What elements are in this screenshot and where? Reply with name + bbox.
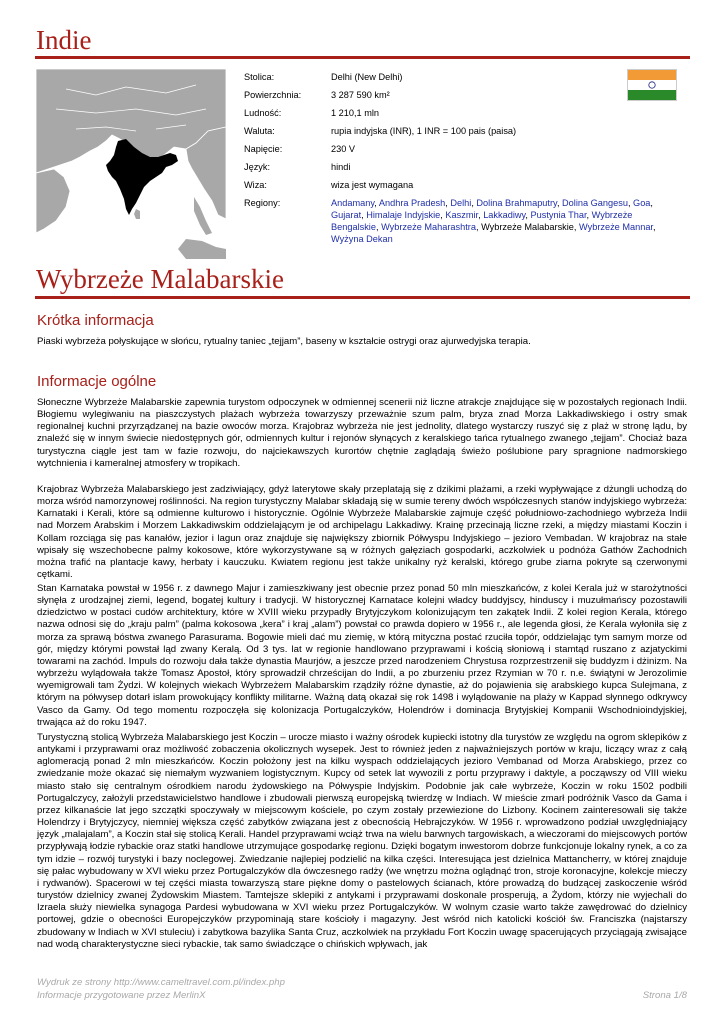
info-row-voltage [244,143,681,161]
country-title: Indie [36,25,92,55]
region-link[interactable]: Wybrzeże Maharashtra [381,222,476,232]
region-link[interactable]: Himalaje Indyjskie [366,210,441,220]
info-label: Wiza: [244,180,267,190]
region-link[interactable]: Dolina Gangesu [562,198,628,208]
country-info-table [244,71,681,251]
region-name: Wybrzeże Malabarskie [481,222,574,232]
title-divider [35,56,690,59]
info-value: hindi [331,162,351,172]
region-link[interactable]: Wybrzeże Bengalskie [331,210,633,232]
info-value: Delhi (New Delhi) [331,72,403,82]
info-label: Napięcie: [244,144,283,154]
info-label: Regiony: [244,198,281,208]
region-link[interactable]: Dolina Brahmaputry [476,198,557,208]
info-row-population [244,107,681,125]
general-info-paragraph: Stan Karnataka powstał w 1956 r. z dawnego Majur i zamieszkiwany jest obecnie przez ponad 50 mln mieszkańców, z kolei Kerala już w starożytności słynęła z urodzajnej ziemi, legend, bogatej kultury i tradycji. W historycznej Karnatace kolejni władcy buddyjscy, hinduscy i muzułmańscy pozostawili dziedzictwo w postaci cudów architektury, które w XVIII wieku przypadły Brytyjczykom kolonizującym ten zakątek Indii. Z kolei region Kerala, którego nazwa odnosi się do „kraju palm” (palma kokosowa „kera” i kraj „alam”) powstał co prawda dopiero w 1956 r., ale legenda głosi, że Kerala wyłoniła się z morza za sprawą bóstwa zwanego Parasurama. Bogowie mieli dać mu ziemię, w którą mityczna postać rzuciła topór, oddzielając tym samym morze od gór, między którymi powstał ląd zwany Keralą. Od 3 tys. lat w regionie handlowano przyprawami i kością słoniową i stamtąd ruszano z azjatyckimi towarami na zachód. Impuls do rozwoju dała także dynastia Maurjów, a jeszcze przed narodzeniem Chrystusa rozprzestrzenił się buddyzm i dżinizm. Na wybrzeżu wylądowała także Tomasz Apostoł, który sprowadził chrześcijan do Indii, a po zburzeniu przez Rzymian w 70 r. n.e. świątyni w Jerozolimie wyemigrowali tam Żydzi. W kolejnych wiekach Wybrzeżem Malabarskim rządziły różne dynastie, aż do pojawienia się arabskiego kupca Sulejmana, z którym na półwysep dotarł islam prowokujący konflikty militarne. Ważną datą okazał się rok 1498 i wylądowanie na plaży w Kappad słynnego odkrywcy Vasco da Gamy. Od tego momentu rozpoczęła się kolonizacja Portugalczyków, Holendrów i dominacja Brytyjskiej Kompanii Wschodnioindyjskiej, trwająca aż do roku 1947. [37,583,687,728]
info-label: Powierzchnia: [244,90,302,100]
india-location-map [36,69,226,259]
info-value: 3 287 590 km² [331,90,390,100]
region-link[interactable]: Andamany [331,198,375,208]
info-value: 1 210,1 mln [331,108,380,118]
regions-list: Andamany, Andhra Pradesh, Delhi, Dolina Brahmaputry, Dolina Gangesu, Goa, Gujarat, Himalaje Indyjskie, Kaszmir, Lakkadiwy, Pustynia Thar, Wybrzeże Bengalskie, Wybrzeże Maharashtra, Wybrzeże Malabarskie, Wybrzeże Mannar, Wyżyna Dekan [331,198,656,244]
info-label: Waluta: [244,126,275,136]
region-link[interactable]: Wybrzeże Mannar [579,222,653,232]
info-row-capital [244,71,681,89]
info-value: rupia indyjska (INR), 1 INR = 100 pais (paisa) [331,126,517,136]
region-link[interactable]: Delhi [450,198,472,208]
region-link[interactable]: Gujarat [331,210,362,220]
general-info-paragraph: Słoneczne Wybrzeże Malabarskie zapewnia turystom odpoczynek w odmiennej scenerii niż liczne atrakcje znajdujące się w pozostałych regionach Indii. Błogiemu wylegiwaniu na piaszczystych plażach wybrzeża towarzyszy przeważnie szum palm, bryza znad Morza Lakkadiwskiego i ostry smak regionalnej kuchni przyrządzanej na bazie owoców morza. Krajobraz wybrzeża nie jest jednolity, dlatego wystarczy ruszyć się z plaż w stronę lądu, by znaleźć się w innym świecie niedostępnych gór, odmiennych kultur i rejonów słynących z keralskiego tańca rytualnego zwanego „tejjam”. Chociaż baza turystyczna ciągle jest tam w fazie rozwoju, do najciekawszych kurortów chętnie zaglądają świeżo poślubione pary spragnione nadmorskiego wytchnienia i kameralnej atmosfery w tropikach. [37,397,687,469]
general-info-paragraph: Krajobraz Wybrzeża Malabarskiego jest zadziwiający, gdyż laterytowe skały przeplatają się z dzikimi plażami, a rzeki wypływające z dżungli uchodzą do morza wśród namorzynowej roślinności. Na region turystyczny Malabar składają się w sumie tereny dwóch współczesnych stanów indyjskiego wybrzeża: Karnataki i Kerali, które są odmienne kulturowo i historycznie. Ogólnie Wybrzeże Malabarskie zajmuje część południowo-zachodniego wybrzeża Indii nad Morzem Arabskim i Morzem Lakkadiwskim oddzielającym je od archipelagu Lakkadiwy. Krainę przecinają liczne rzeki, a między miastami Koczin i Kollam rozciąga się pas kanałów, jezior i lagun oraz znajduje się największy zbiornik Półwyspu Indyjskiego – jezioro Vembadan. W krajobraz na stałe wpisały się wszechobecne palmy kokosowe, które wykorzystywane są w różnych gałęziach gospodarki, aczkolwiek u podnóża Gathów Zachodnich można trafić na plantacje kawy, herbaty i kauczuku. Kwiatem regionu jest także unikalny ryż keralski, którego grube ziarna pokryte są czerwonymi cętkami. [37,484,687,581]
region-link[interactable]: Kaszmir [445,210,479,220]
info-row-visa [244,179,681,197]
short-info-heading: Krótka informacja [37,312,154,329]
footer-source: Wydruk ze strony http://www.cameltravel.com.pl/index.php [37,977,285,988]
region-link[interactable]: Wyżyna Dekan [331,234,393,244]
footer-page-number: Strona 1/8 [642,990,687,1001]
info-value: 230 V [331,144,356,154]
region-link[interactable]: Pustynia Thar [530,210,587,220]
india-flag-icon [627,69,677,101]
short-info-text: Piaski wybrzeża połyskujące w słońcu, rytualny taniec „tejjam”, baseny w kształcie ostrygi oraz ajurwedyjska terapia. [37,336,531,347]
info-label: Ludność: [244,108,282,118]
region-title-divider [35,296,690,299]
region-title: Wybrzeże Malabarskie [36,264,284,294]
footer-credits: Informacje przygotowane przez MerlinX [37,990,206,1001]
general-info-heading: Informacje ogólne [37,373,157,390]
region-link[interactable]: Goa [633,198,651,208]
info-row-language [244,161,681,179]
info-label: Język: [244,162,271,172]
info-label: Stolica: [244,72,275,82]
region-link[interactable]: Lakkadiwy [483,210,526,220]
info-row-area [244,89,681,107]
info-row-currency [244,125,681,143]
region-link[interactable]: Andhra Pradesh [378,198,446,208]
general-info-paragraph: Turystyczną stolicą Wybrzeża Malabarskiego jest Koczin – urocze miasto i ważny ośrodek kupiecki istotny dla turystów ze względu na ogrom sklepików z antykami i przyprawami oraz możliwość zobaczenia okolicznych wysepek. Jest to również jeden z najważniejszych portów w kraju, liczący wraz z całą aglomeracją ponad 2 mln mieszkańców. Koczin położony jest na kilku wyspach oddzielających jezioro Vembanad od Morza Arabskiego, przez co zwiedzanie może okazać się niemałym wyzwaniem logistycznym. Kupcy od setek lat wywozili z portu przyprawy i daktyle, a począwszy od VIII wieku miasto stało się centralnym ośrodkiem narodu żydowskiego na Półwyspie Indyjskim. Podobnie jak całe wybrzeże, Koczin w roku 1502 podbili Portugalczycy, założyli przedstawicielstwo handlowe i zbudowali pierwszą europejską twierdzę w Indiach. W mieście zmarł podróżnik Vasco da Gama i przez kilkanaście lat jego szczątki spoczywały w miejscowym kościele, po czym zostały przewiezione do Lizbony. Kocinem zainteresowali się także Holendrzy i Brytyjczycy, niemniej większa część zabytków związana jest z obecnością Hebrajczyków. W 1956 r. wprowadzono podział uwzględniający język „malajalam”, a Koczin stał się stolicą Kerali. Handel przyprawami wciąż trwa na wielu barwnych targowiskach, a wieczorami do miejscowych portów przypływają łodzie rybackie oraz statki handlowe utrzymujące gospodarkę regionu. Dzięki bogatym inwestorom dobrze funkcjonuje lokalny rynek, a co za tym idzie – rozwój turystyki i bazy noclegowej. Zwiedzanie najlepiej podzielić na kilka części. Interesująca jest dzielnica Mattancherry, w której znajduje się pałac wybudowany w XVI wieku przez Portugalczyków dla ówczesnego radży (we wnętrzu można oglądnąć tron, stroje koronacyjne, kolekcje mieczy i rydwanów). Spacerowi w tej części miasta towarzyszą stare piękne domy o pastelowych ścianach, które prowadzą do budzącej zaskoczenie wśród turystów dzielnicy zwanej Żydowskim Miastem. Tamtejsze sklepiki z antykami i przyprawami doskonale prosperują, a Żydom, którzy nie wyjechali do Izraela służy niewielka synagoga Pardesi wybudowana w XVI wieku przez Portugalczyków. W wolnym czasie warto także zawędrować do dzielnicy portowej, gdzie o obecności Europejczyków przypominają stare kościoły i magazyny. Jest wśród nich katolicki kościół św. Franciszka (najstarszy zbudowany w Indiach w XVI stuleciu) i zabytkowa bazylika Santa Cruz, aczkolwiek na przykładu Fort Koczin uwagę spacerujących przyciągają zwisające nad wodą charakterystyczne sieci rybackie, tak samo świadczące o chińskich wpływach, jak [37,732,687,950]
info-value: wiza jest wymagana [331,180,414,190]
info-row-regions [244,197,681,251]
